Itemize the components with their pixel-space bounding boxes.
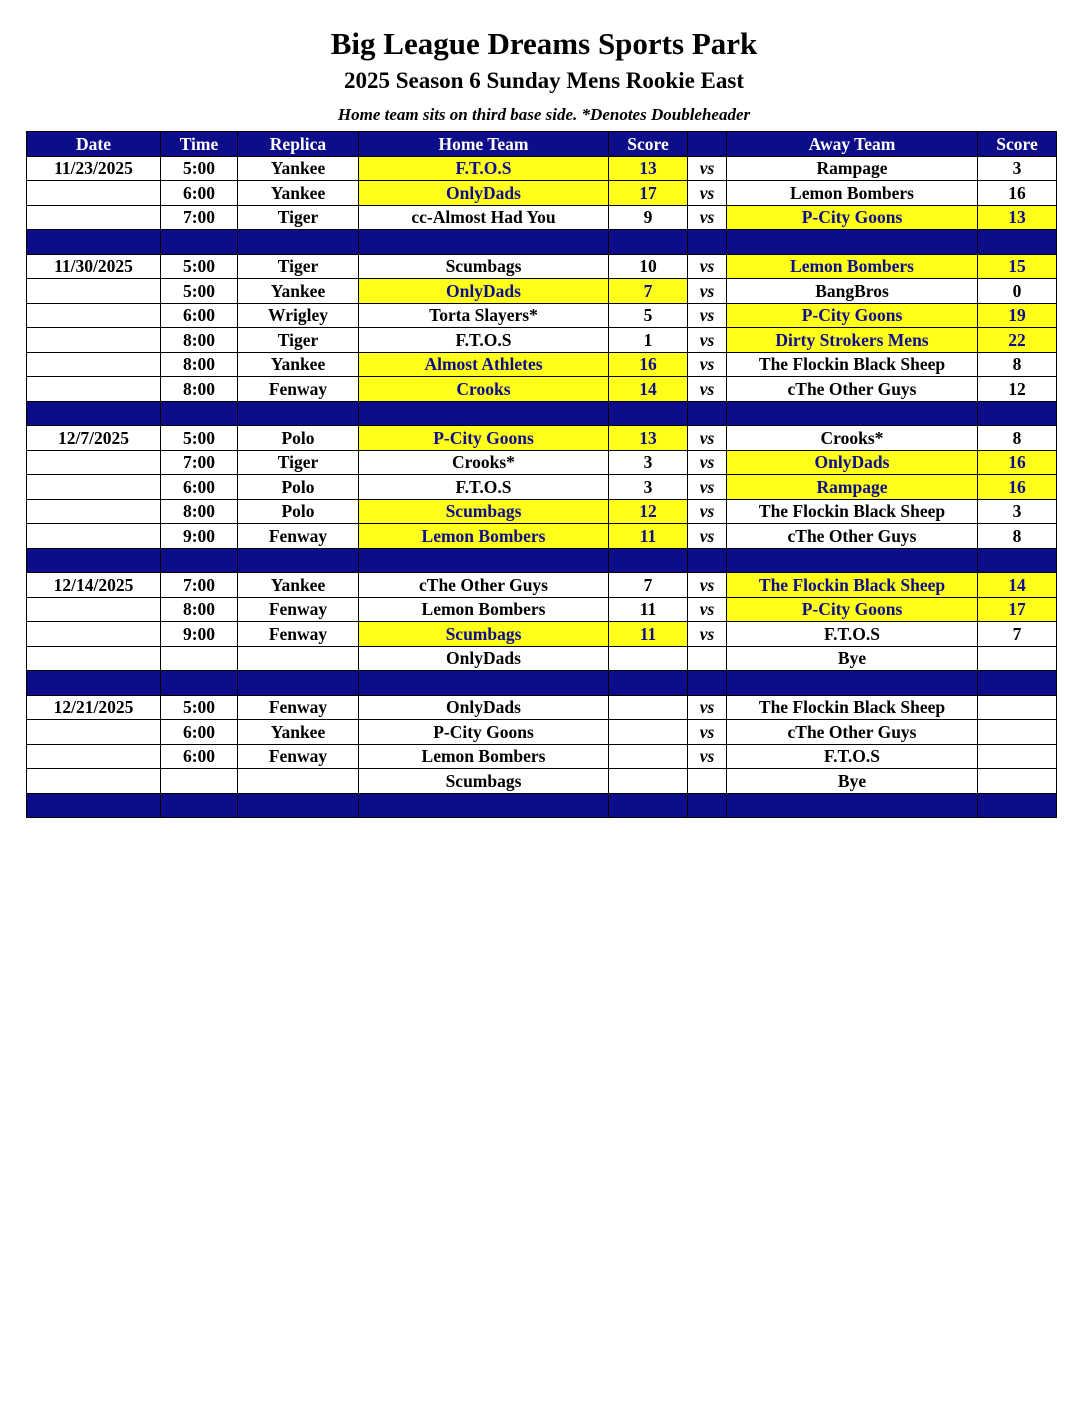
- home-team: Scumbags: [359, 622, 609, 647]
- game-time: 8:00: [161, 499, 238, 524]
- away-team: OnlyDads: [727, 450, 978, 475]
- page-title: Big League Dreams Sports Park: [330, 26, 758, 61]
- vs-label: [688, 646, 727, 671]
- separator-cell: [688, 401, 727, 426]
- game-time: [161, 769, 238, 794]
- game-date: [27, 450, 161, 475]
- home-team: cc-Almost Had You: [359, 205, 609, 230]
- game-field: Fenway: [238, 524, 359, 549]
- game-field: Yankee: [238, 573, 359, 598]
- game-date: [27, 769, 161, 794]
- game-date: [27, 475, 161, 500]
- game-field: Fenway: [238, 695, 359, 720]
- game-date: 11/23/2025: [27, 156, 161, 181]
- game-field: [238, 769, 359, 794]
- home-team: OnlyDads: [359, 181, 609, 206]
- away-score: [978, 744, 1057, 769]
- week-separator: [27, 401, 1057, 426]
- vs-label: vs: [688, 254, 727, 279]
- separator-cell: [609, 671, 688, 696]
- vs-label: vs: [688, 328, 727, 353]
- vs-label: vs: [688, 744, 727, 769]
- col-header-home-team: Home Team: [359, 132, 609, 157]
- away-score: 12: [978, 377, 1057, 402]
- game-field: Fenway: [238, 597, 359, 622]
- away-team: Rampage: [727, 156, 978, 181]
- separator-cell: [27, 548, 161, 573]
- game-date: [27, 352, 161, 377]
- home-score: 10: [609, 254, 688, 279]
- vs-label: vs: [688, 695, 727, 720]
- home-score: [609, 769, 688, 794]
- away-team: P-City Goons: [727, 205, 978, 230]
- away-team: cThe Other Guys: [727, 720, 978, 745]
- game-time: 8:00: [161, 352, 238, 377]
- home-team: P-City Goons: [359, 426, 609, 451]
- separator-cell: [238, 793, 359, 818]
- separator-cell: [359, 548, 609, 573]
- vs-label: vs: [688, 352, 727, 377]
- schedule-table: [26, 131, 1057, 818]
- game-row: [27, 450, 1057, 475]
- game-date: 11/30/2025: [27, 254, 161, 279]
- separator-cell: [727, 230, 978, 255]
- away-score: [978, 720, 1057, 745]
- header-row: [27, 132, 1057, 157]
- game-time: 8:00: [161, 597, 238, 622]
- game-row: [27, 695, 1057, 720]
- away-score: [978, 646, 1057, 671]
- game-field: Yankee: [238, 181, 359, 206]
- home-score: [609, 744, 688, 769]
- game-row: [27, 769, 1057, 794]
- game-time: 9:00: [161, 622, 238, 647]
- away-team: Bye: [727, 769, 978, 794]
- separator-cell: [688, 548, 727, 573]
- separator-cell: [238, 401, 359, 426]
- col-header-away-team: Away Team: [727, 132, 978, 157]
- game-row: [27, 573, 1057, 598]
- away-team: BangBros: [727, 279, 978, 304]
- home-team: Crooks*: [359, 450, 609, 475]
- away-team: P-City Goons: [727, 597, 978, 622]
- home-score: [609, 646, 688, 671]
- separator-cell: [27, 793, 161, 818]
- game-time: 7:00: [161, 450, 238, 475]
- separator-cell: [27, 230, 161, 255]
- week-separator: [27, 548, 1057, 573]
- away-team: Dirty Strokers Mens: [727, 328, 978, 353]
- separator-cell: [27, 671, 161, 696]
- away-score: 16: [978, 475, 1057, 500]
- separator-cell: [161, 401, 238, 426]
- game-row: [27, 303, 1057, 328]
- home-team: Almost Athletes: [359, 352, 609, 377]
- home-team: Torta Slayers*: [359, 303, 609, 328]
- game-time: 5:00: [161, 279, 238, 304]
- separator-cell: [609, 401, 688, 426]
- separator-cell: [238, 230, 359, 255]
- separator-cell: [978, 671, 1057, 696]
- game-date: [27, 622, 161, 647]
- vs-label: vs: [688, 597, 727, 622]
- away-score: 22: [978, 328, 1057, 353]
- game-time: 5:00: [161, 426, 238, 451]
- game-field: Tiger: [238, 328, 359, 353]
- game-field: Tiger: [238, 205, 359, 230]
- game-time: 5:00: [161, 254, 238, 279]
- away-score: [978, 695, 1057, 720]
- home-team: Lemon Bombers: [359, 744, 609, 769]
- separator-cell: [688, 671, 727, 696]
- col-header-home-score: Score: [609, 132, 688, 157]
- game-date: 12/7/2025: [27, 426, 161, 451]
- separator-cell: [609, 548, 688, 573]
- separator-cell: [978, 548, 1057, 573]
- away-score: 0: [978, 279, 1057, 304]
- home-score: 17: [609, 181, 688, 206]
- game-row: [27, 254, 1057, 279]
- home-score: 11: [609, 524, 688, 549]
- away-score: 15: [978, 254, 1057, 279]
- game-date: [27, 377, 161, 402]
- game-field: Yankee: [238, 279, 359, 304]
- game-row: [27, 475, 1057, 500]
- away-score: 16: [978, 450, 1057, 475]
- game-time: 6:00: [161, 303, 238, 328]
- vs-label: vs: [688, 720, 727, 745]
- game-row: [27, 597, 1057, 622]
- col-header-vs: [688, 132, 727, 157]
- game-field: Yankee: [238, 352, 359, 377]
- separator-cell: [238, 548, 359, 573]
- game-field: Fenway: [238, 377, 359, 402]
- vs-label: vs: [688, 573, 727, 598]
- separator-cell: [359, 793, 609, 818]
- separator-cell: [727, 671, 978, 696]
- away-score: 8: [978, 524, 1057, 549]
- separator-cell: [609, 230, 688, 255]
- away-score: 13: [978, 205, 1057, 230]
- game-row: [27, 622, 1057, 647]
- away-score: [978, 769, 1057, 794]
- game-field: Tiger: [238, 450, 359, 475]
- game-row: [27, 524, 1057, 549]
- home-team: P-City Goons: [359, 720, 609, 745]
- away-team: Crooks*: [727, 426, 978, 451]
- game-time: 6:00: [161, 181, 238, 206]
- home-score: 7: [609, 573, 688, 598]
- separator-cell: [727, 401, 978, 426]
- game-field: Tiger: [238, 254, 359, 279]
- home-score: 3: [609, 450, 688, 475]
- col-header-date: Date: [27, 132, 161, 157]
- game-row: [27, 426, 1057, 451]
- away-team: The Flockin Black Sheep: [727, 352, 978, 377]
- game-date: [27, 744, 161, 769]
- home-team: cThe Other Guys: [359, 573, 609, 598]
- week-separator: [27, 793, 1057, 818]
- home-team: Scumbags: [359, 254, 609, 279]
- game-time: 7:00: [161, 205, 238, 230]
- away-team: P-City Goons: [727, 303, 978, 328]
- away-team: cThe Other Guys: [727, 524, 978, 549]
- home-team: F.T.O.S: [359, 328, 609, 353]
- game-field: Yankee: [238, 720, 359, 745]
- vs-label: vs: [688, 156, 727, 181]
- home-team: Scumbags: [359, 499, 609, 524]
- separator-cell: [978, 793, 1057, 818]
- vs-label: vs: [688, 450, 727, 475]
- home-score: 1: [609, 328, 688, 353]
- home-score: [609, 720, 688, 745]
- away-team: F.T.O.S: [727, 744, 978, 769]
- home-score: 16: [609, 352, 688, 377]
- separator-cell: [609, 793, 688, 818]
- game-date: [27, 181, 161, 206]
- game-time: [161, 646, 238, 671]
- separator-cell: [161, 793, 238, 818]
- away-team: cThe Other Guys: [727, 377, 978, 402]
- game-date: [27, 597, 161, 622]
- week-separator: [27, 671, 1057, 696]
- home-score: 3: [609, 475, 688, 500]
- game-field: Wrigley: [238, 303, 359, 328]
- game-row: [27, 499, 1057, 524]
- away-score: 8: [978, 426, 1057, 451]
- away-score: 3: [978, 156, 1057, 181]
- separator-cell: [161, 230, 238, 255]
- separator-cell: [727, 548, 978, 573]
- away-team: The Flockin Black Sheep: [727, 499, 978, 524]
- home-team: Crooks: [359, 377, 609, 402]
- game-date: [27, 499, 161, 524]
- page-subtitle: 2025 Season 6 Sunday Mens Rookie East: [343, 68, 745, 93]
- home-team: OnlyDads: [359, 279, 609, 304]
- game-time: 9:00: [161, 524, 238, 549]
- away-score: 8: [978, 352, 1057, 377]
- home-team: Scumbags: [359, 769, 609, 794]
- page-note: Home team sits on third base side. *Denotes Doubleheader: [337, 105, 751, 124]
- separator-cell: [688, 230, 727, 255]
- home-score: 5: [609, 303, 688, 328]
- separator-cell: [238, 671, 359, 696]
- game-row: [27, 205, 1057, 230]
- game-row: [27, 156, 1057, 181]
- game-date: [27, 279, 161, 304]
- game-date: [27, 303, 161, 328]
- vs-label: vs: [688, 303, 727, 328]
- separator-cell: [27, 401, 161, 426]
- home-score: 14: [609, 377, 688, 402]
- away-score: 3: [978, 499, 1057, 524]
- away-score: 19: [978, 303, 1057, 328]
- away-score: 17: [978, 597, 1057, 622]
- game-row: [27, 377, 1057, 402]
- vs-label: vs: [688, 499, 727, 524]
- game-time: 8:00: [161, 328, 238, 353]
- separator-cell: [359, 401, 609, 426]
- game-time: 7:00: [161, 573, 238, 598]
- week-separator: [27, 230, 1057, 255]
- game-field: Fenway: [238, 744, 359, 769]
- col-header-away-score: Score: [978, 132, 1057, 157]
- home-score: 11: [609, 622, 688, 647]
- game-time: 5:00: [161, 695, 238, 720]
- game-date: [27, 524, 161, 549]
- away-score: 7: [978, 622, 1057, 647]
- vs-label: vs: [688, 205, 727, 230]
- game-field: [238, 646, 359, 671]
- game-time: 6:00: [161, 475, 238, 500]
- game-date: 12/14/2025: [27, 573, 161, 598]
- col-header-time: Time: [161, 132, 238, 157]
- game-row: [27, 744, 1057, 769]
- home-score: 12: [609, 499, 688, 524]
- home-score: [609, 695, 688, 720]
- game-date: [27, 328, 161, 353]
- separator-cell: [727, 793, 978, 818]
- game-date: [27, 720, 161, 745]
- separator-cell: [161, 548, 238, 573]
- vs-label: vs: [688, 181, 727, 206]
- away-team: The Flockin Black Sheep: [727, 695, 978, 720]
- home-team: OnlyDads: [359, 646, 609, 671]
- away-score: 16: [978, 181, 1057, 206]
- home-team: Lemon Bombers: [359, 597, 609, 622]
- home-team: F.T.O.S: [359, 156, 609, 181]
- game-row: [27, 352, 1057, 377]
- vs-label: vs: [688, 622, 727, 647]
- away-team: Rampage: [727, 475, 978, 500]
- separator-cell: [978, 401, 1057, 426]
- game-time: 8:00: [161, 377, 238, 402]
- away-team: F.T.O.S: [727, 622, 978, 647]
- separator-cell: [161, 671, 238, 696]
- game-field: Fenway: [238, 622, 359, 647]
- vs-label: vs: [688, 377, 727, 402]
- game-row: [27, 328, 1057, 353]
- game-time: 6:00: [161, 744, 238, 769]
- home-team: F.T.O.S: [359, 475, 609, 500]
- game-row: [27, 720, 1057, 745]
- separator-cell: [359, 230, 609, 255]
- game-time: 6:00: [161, 720, 238, 745]
- away-team: Bye: [727, 646, 978, 671]
- away-team: The Flockin Black Sheep: [727, 573, 978, 598]
- separator-cell: [978, 230, 1057, 255]
- vs-label: vs: [688, 524, 727, 549]
- home-score: 13: [609, 156, 688, 181]
- separator-cell: [359, 671, 609, 696]
- home-score: 11: [609, 597, 688, 622]
- game-field: Polo: [238, 499, 359, 524]
- home-score: 13: [609, 426, 688, 451]
- away-team: Lemon Bombers: [727, 181, 978, 206]
- col-header-replica: Replica: [238, 132, 359, 157]
- game-row: [27, 646, 1057, 671]
- vs-label: vs: [688, 426, 727, 451]
- game-field: Polo: [238, 475, 359, 500]
- vs-label: vs: [688, 475, 727, 500]
- home-score: 9: [609, 205, 688, 230]
- game-row: [27, 279, 1057, 304]
- home-team: OnlyDads: [359, 695, 609, 720]
- home-score: 7: [609, 279, 688, 304]
- separator-cell: [688, 793, 727, 818]
- game-field: Polo: [238, 426, 359, 451]
- game-time: 5:00: [161, 156, 238, 181]
- game-date: [27, 205, 161, 230]
- game-date: [27, 646, 161, 671]
- game-field: Yankee: [238, 156, 359, 181]
- game-row: [27, 181, 1057, 206]
- away-team: Lemon Bombers: [727, 254, 978, 279]
- vs-label: [688, 769, 727, 794]
- vs-label: vs: [688, 279, 727, 304]
- schedule-body: [27, 156, 1057, 818]
- away-score: 14: [978, 573, 1057, 598]
- game-date: 12/21/2025: [27, 695, 161, 720]
- home-team: Lemon Bombers: [359, 524, 609, 549]
